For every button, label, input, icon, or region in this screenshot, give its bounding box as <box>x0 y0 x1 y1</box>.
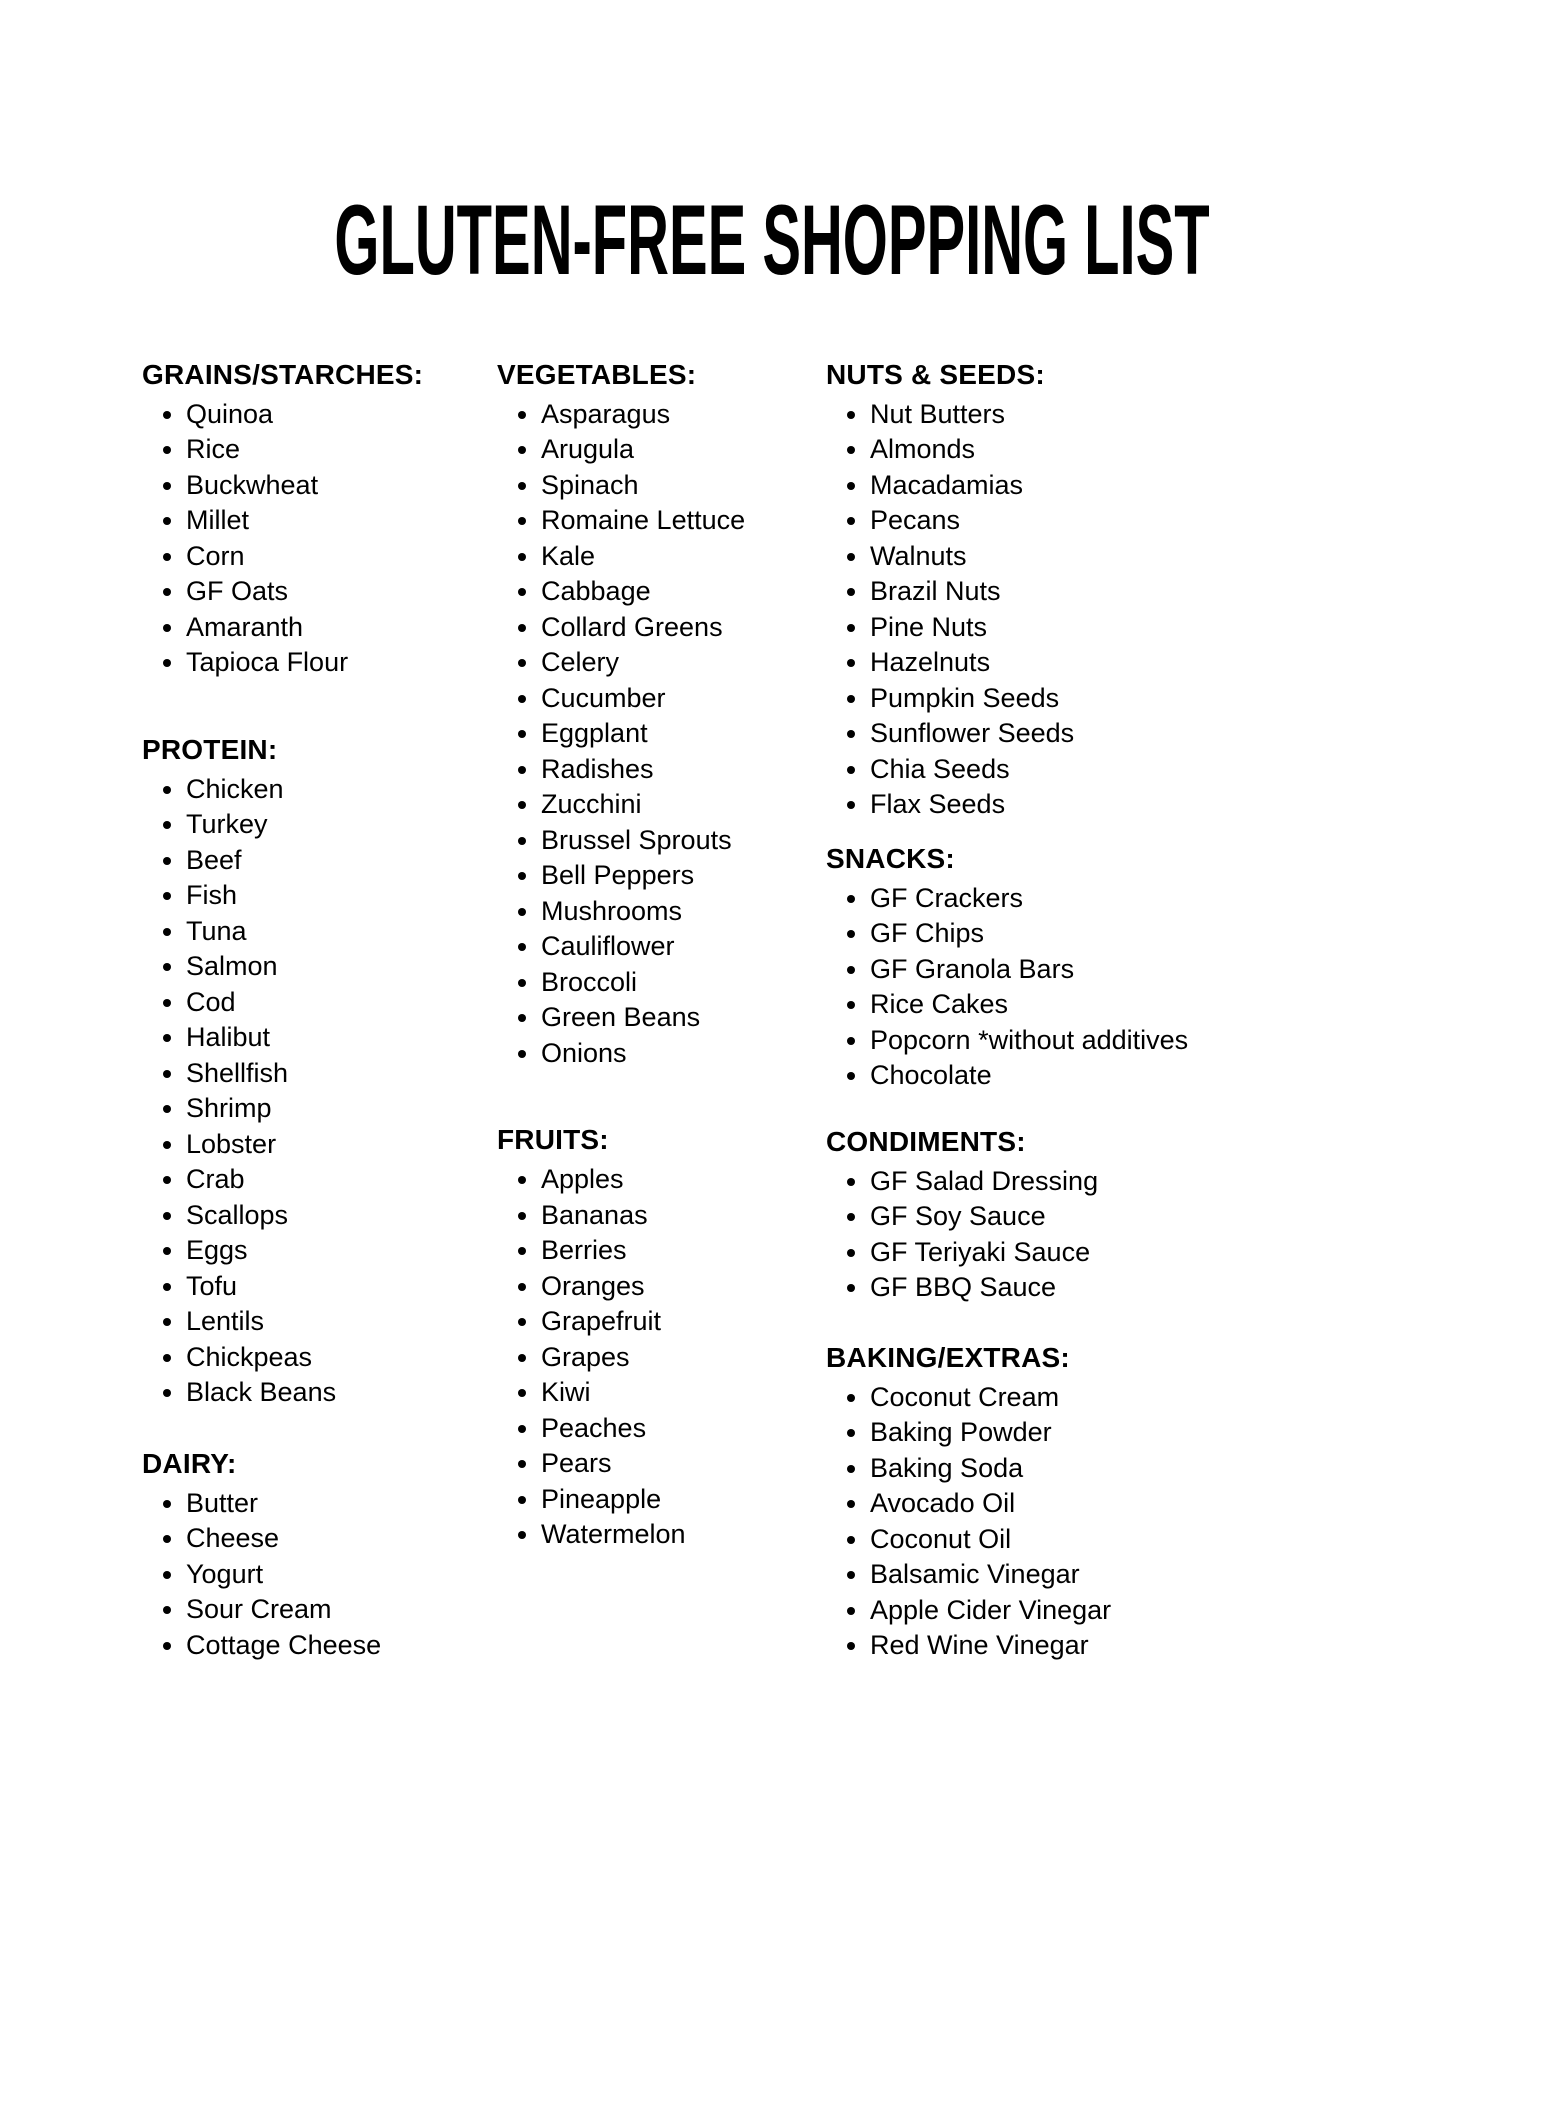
section-heading: SNACKS: <box>826 842 955 874</box>
list-item: • GF Crackers <box>870 881 1426 917</box>
section-protein <box>142 732 497 1411</box>
item-list <box>826 881 1426 1094</box>
list-item: • Bell Peppers <box>541 858 826 894</box>
list-item: • Yogurt <box>186 1557 497 1593</box>
item-list <box>826 397 1426 823</box>
list-item: • Pine Nuts <box>870 610 1426 646</box>
list-item: • Black Beans <box>186 1375 497 1411</box>
section-heading: VEGETABLES: <box>497 358 697 390</box>
list-item: • Cauliflower <box>541 929 826 965</box>
list-item: • Tapioca Flour <box>186 645 497 681</box>
list-item: • Butter <box>186 1486 497 1522</box>
list-item: • Kiwi <box>541 1375 826 1411</box>
list-item: • Almonds <box>870 432 1426 468</box>
list-item: • Pecans <box>870 503 1426 539</box>
list-item: • Salmon <box>186 949 497 985</box>
list-item: • Bananas <box>541 1198 826 1234</box>
list-item: • Sunflower Seeds <box>870 716 1426 752</box>
list-item: • Avocado Oil <box>870 1486 1426 1522</box>
list-item: • Peaches <box>541 1411 826 1447</box>
list-item: • Arugula <box>541 432 826 468</box>
list-item: • Lobster <box>186 1127 497 1163</box>
column-3 <box>826 357 1426 1664</box>
section-snacks <box>826 841 1426 1094</box>
list-item: • Crab <box>186 1162 497 1198</box>
list-item: • Eggs <box>186 1233 497 1269</box>
column-1 <box>142 357 497 1664</box>
list-item: • Collard Greens <box>541 610 826 646</box>
list-item: • Berries <box>541 1233 826 1269</box>
section-heading: FRUITS: <box>497 1124 609 1156</box>
list-item: • Cod <box>186 985 497 1021</box>
list-item: • Baking Powder <box>870 1415 1426 1451</box>
list-item: • Coconut Cream <box>870 1380 1426 1416</box>
section-vegetables <box>497 357 826 1072</box>
item-list <box>142 397 497 681</box>
list-item: • Celery <box>541 645 826 681</box>
item-list <box>142 1486 497 1664</box>
list-item: • Mushrooms <box>541 894 826 930</box>
list-item: • Broccoli <box>541 965 826 1001</box>
list-item: • Shellfish <box>186 1056 497 1092</box>
list-columns <box>0 357 1545 1664</box>
section-fruits <box>497 1122 826 1553</box>
list-item: • Pears <box>541 1446 826 1482</box>
list-item: • Eggplant <box>541 716 826 752</box>
section-heading: DAIRY: <box>142 1447 237 1479</box>
list-item: • Oranges <box>541 1269 826 1305</box>
section-nuts-seeds <box>826 357 1426 823</box>
title-row <box>0 124 1545 357</box>
list-item: • Turkey <box>186 807 497 843</box>
list-item: • Lentils <box>186 1304 497 1340</box>
list-item: • Apples <box>541 1162 826 1198</box>
list-item: • GF Chips <box>870 916 1426 952</box>
list-item: • Tofu <box>186 1269 497 1305</box>
list-item: • Coconut Oil <box>870 1522 1426 1558</box>
list-item: • Scallops <box>186 1198 497 1234</box>
list-item: • Rice <box>186 432 497 468</box>
item-list <box>142 772 497 1411</box>
list-item: • Pumpkin Seeds <box>870 681 1426 717</box>
item-list <box>826 1164 1426 1306</box>
list-item: • Popcorn *without additives <box>870 1023 1426 1059</box>
list-item: • Buckwheat <box>186 468 497 504</box>
list-item: • Fish <box>186 878 497 914</box>
list-item: • Red Wine Vinegar <box>870 1628 1426 1664</box>
list-item: • Nut Butters <box>870 397 1426 433</box>
list-item: • Macadamias <box>870 468 1426 504</box>
page-title: GLUTEN-FREE SHOPPING LIST <box>334 184 1211 296</box>
list-item: • Brussel Sprouts <box>541 823 826 859</box>
section-heading: CONDIMENTS: <box>826 1125 1026 1157</box>
list-item: • Chocolate <box>870 1058 1426 1094</box>
shopping-list-page <box>0 124 1545 2124</box>
list-item: • Watermelon <box>541 1517 826 1553</box>
list-item: • Chicken <box>186 772 497 808</box>
list-item: • Pineapple <box>541 1482 826 1518</box>
list-item: • Apple Cider Vinegar <box>870 1593 1426 1629</box>
list-item: • Flax Seeds <box>870 787 1426 823</box>
list-item: • Green Beans <box>541 1000 826 1036</box>
section-heading: BAKING/EXTRAS: <box>826 1341 1070 1373</box>
list-item: • Onions <box>541 1036 826 1072</box>
list-item: • Hazelnuts <box>870 645 1426 681</box>
section-condiments <box>826 1124 1426 1306</box>
list-item: • GF Soy Sauce <box>870 1199 1426 1235</box>
list-item: • GF Oats <box>186 574 497 610</box>
list-item: • Sour Cream <box>186 1592 497 1628</box>
section-heading: GRAINS/STARCHES: <box>142 358 424 390</box>
list-item: • Quinoa <box>186 397 497 433</box>
list-item: • Balsamic Vinegar <box>870 1557 1426 1593</box>
item-list <box>826 1380 1426 1664</box>
section-heading: NUTS & SEEDS: <box>826 358 1045 390</box>
list-item: • Cottage Cheese <box>186 1628 497 1664</box>
list-item: • Grapefruit <box>541 1304 826 1340</box>
list-item: • Baking Soda <box>870 1451 1426 1487</box>
list-item: • GF Salad Dressing <box>870 1164 1426 1200</box>
list-item: • Amaranth <box>186 610 497 646</box>
item-list <box>497 397 826 1072</box>
list-item: • Radishes <box>541 752 826 788</box>
list-item: • Zucchini <box>541 787 826 823</box>
list-item: • Asparagus <box>541 397 826 433</box>
list-item: • Chia Seeds <box>870 752 1426 788</box>
list-item: • Cheese <box>186 1521 497 1557</box>
section-baking-extras <box>826 1340 1426 1664</box>
list-item: • Shrimp <box>186 1091 497 1127</box>
item-list <box>497 1162 826 1553</box>
section-dairy <box>142 1446 497 1664</box>
list-item: • GF BBQ Sauce <box>870 1270 1426 1306</box>
list-item: • GF Teriyaki Sauce <box>870 1235 1426 1271</box>
section-grains-starches <box>142 357 497 681</box>
list-item: • Chickpeas <box>186 1340 497 1376</box>
list-item: • Cucumber <box>541 681 826 717</box>
list-item: • GF Granola Bars <box>870 952 1426 988</box>
list-item: • Beef <box>186 843 497 879</box>
list-item: • Tuna <box>186 914 497 950</box>
section-heading: PROTEIN: <box>142 733 278 765</box>
column-2 <box>497 357 826 1664</box>
list-item: • Walnuts <box>870 539 1426 575</box>
list-item: • Rice Cakes <box>870 987 1426 1023</box>
list-item: • Brazil Nuts <box>870 574 1426 610</box>
list-item: • Halibut <box>186 1020 497 1056</box>
list-item: • Romaine Lettuce <box>541 503 826 539</box>
list-item: • Cabbage <box>541 574 826 610</box>
list-item: • Spinach <box>541 468 826 504</box>
list-item: • Kale <box>541 539 826 575</box>
list-item: • Grapes <box>541 1340 826 1376</box>
list-item: • Millet <box>186 503 497 539</box>
list-item: • Corn <box>186 539 497 575</box>
